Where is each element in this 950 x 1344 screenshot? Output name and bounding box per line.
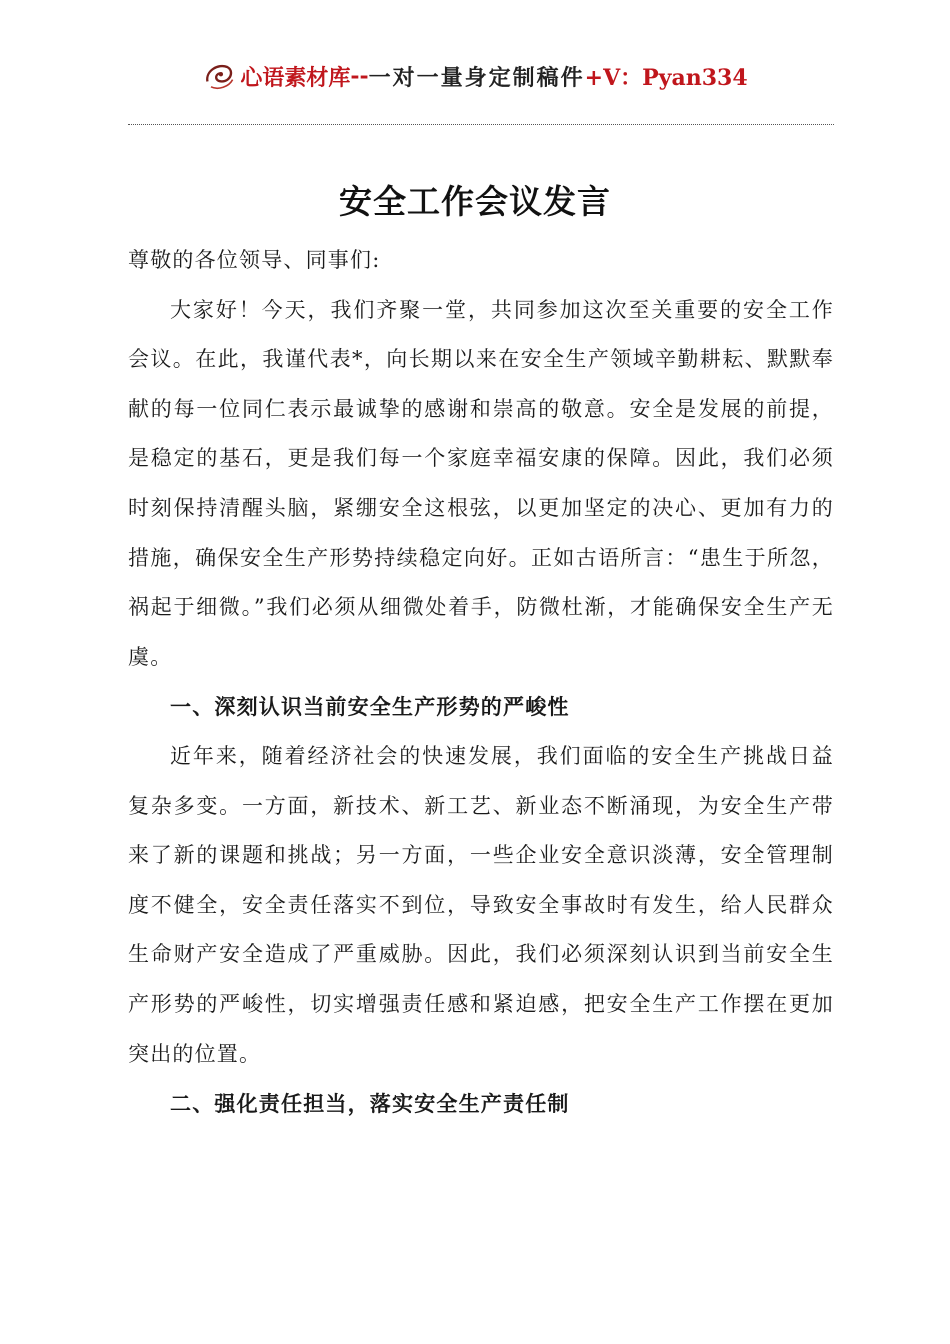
page-header [0,58,950,108]
section-heading-2: 二、强化责任担当，落实安全生产责任制 [170,1091,570,1117]
paragraph-intro: 大家好！今天，我们齐聚一堂，共同参加这次至关重要的安全工作会议。在此，我谨代表*，向长期以来在安全生产领域辛勤耕耘、默默奉献的每一位同仁表示最诚挚的感谢和崇高的敬意。安全是发展的前提，是稳定的基石，更是我们每一个家庭幸福安康的保障。因此，我们必须时刻保持清醒头脑，紧绷安全这根弦，以更加坚定的决心、更加有力的措施，确保安全生产形势持续稳定向好。正如古语所言：“患生于所忽，祸起于细微。”我们必须从细微处着手，防微杜渐，才能确保安全生产无虞。 [128,297,834,669]
section-heading-1: 一、深刻认识当前安全生产形势的严峻性 [170,694,570,720]
header-contact: +V：Pyan334 [584,64,748,91]
brand-name: 心语素材库 [240,64,351,91]
header-separator: -- [350,63,369,89]
salutation: 尊敬的各位领导、同事们: [128,248,381,272]
document-body [128,236,834,1129]
paragraph-section-1: 近年来，随着经济社会的快速发展，我们面临的安全生产挑战日益复杂多变。一方面，新技术、新工艺、新业态不断涌现，为安全生产带来了新的课题和挑战；另一方面，一些企业安全意识淡薄，安全管理制度不健全，安全责任落实不到位，导致安全事故时有发生，给人民群众生命财产安全造成了严重威胁。因此，我们必须深刻认识到当前安全生产形势的严峻性，切实增强责任感和紧迫感，把安全生产工作摆在更加突出的位置。 [128,743,834,1066]
swirl-logo-icon [202,58,238,94]
header-divider [128,124,834,125]
header-line [202,58,747,94]
document-title: 安全工作会议发言 [339,182,611,221]
header-slogan: 一对一量身定制稿件 [368,64,585,91]
